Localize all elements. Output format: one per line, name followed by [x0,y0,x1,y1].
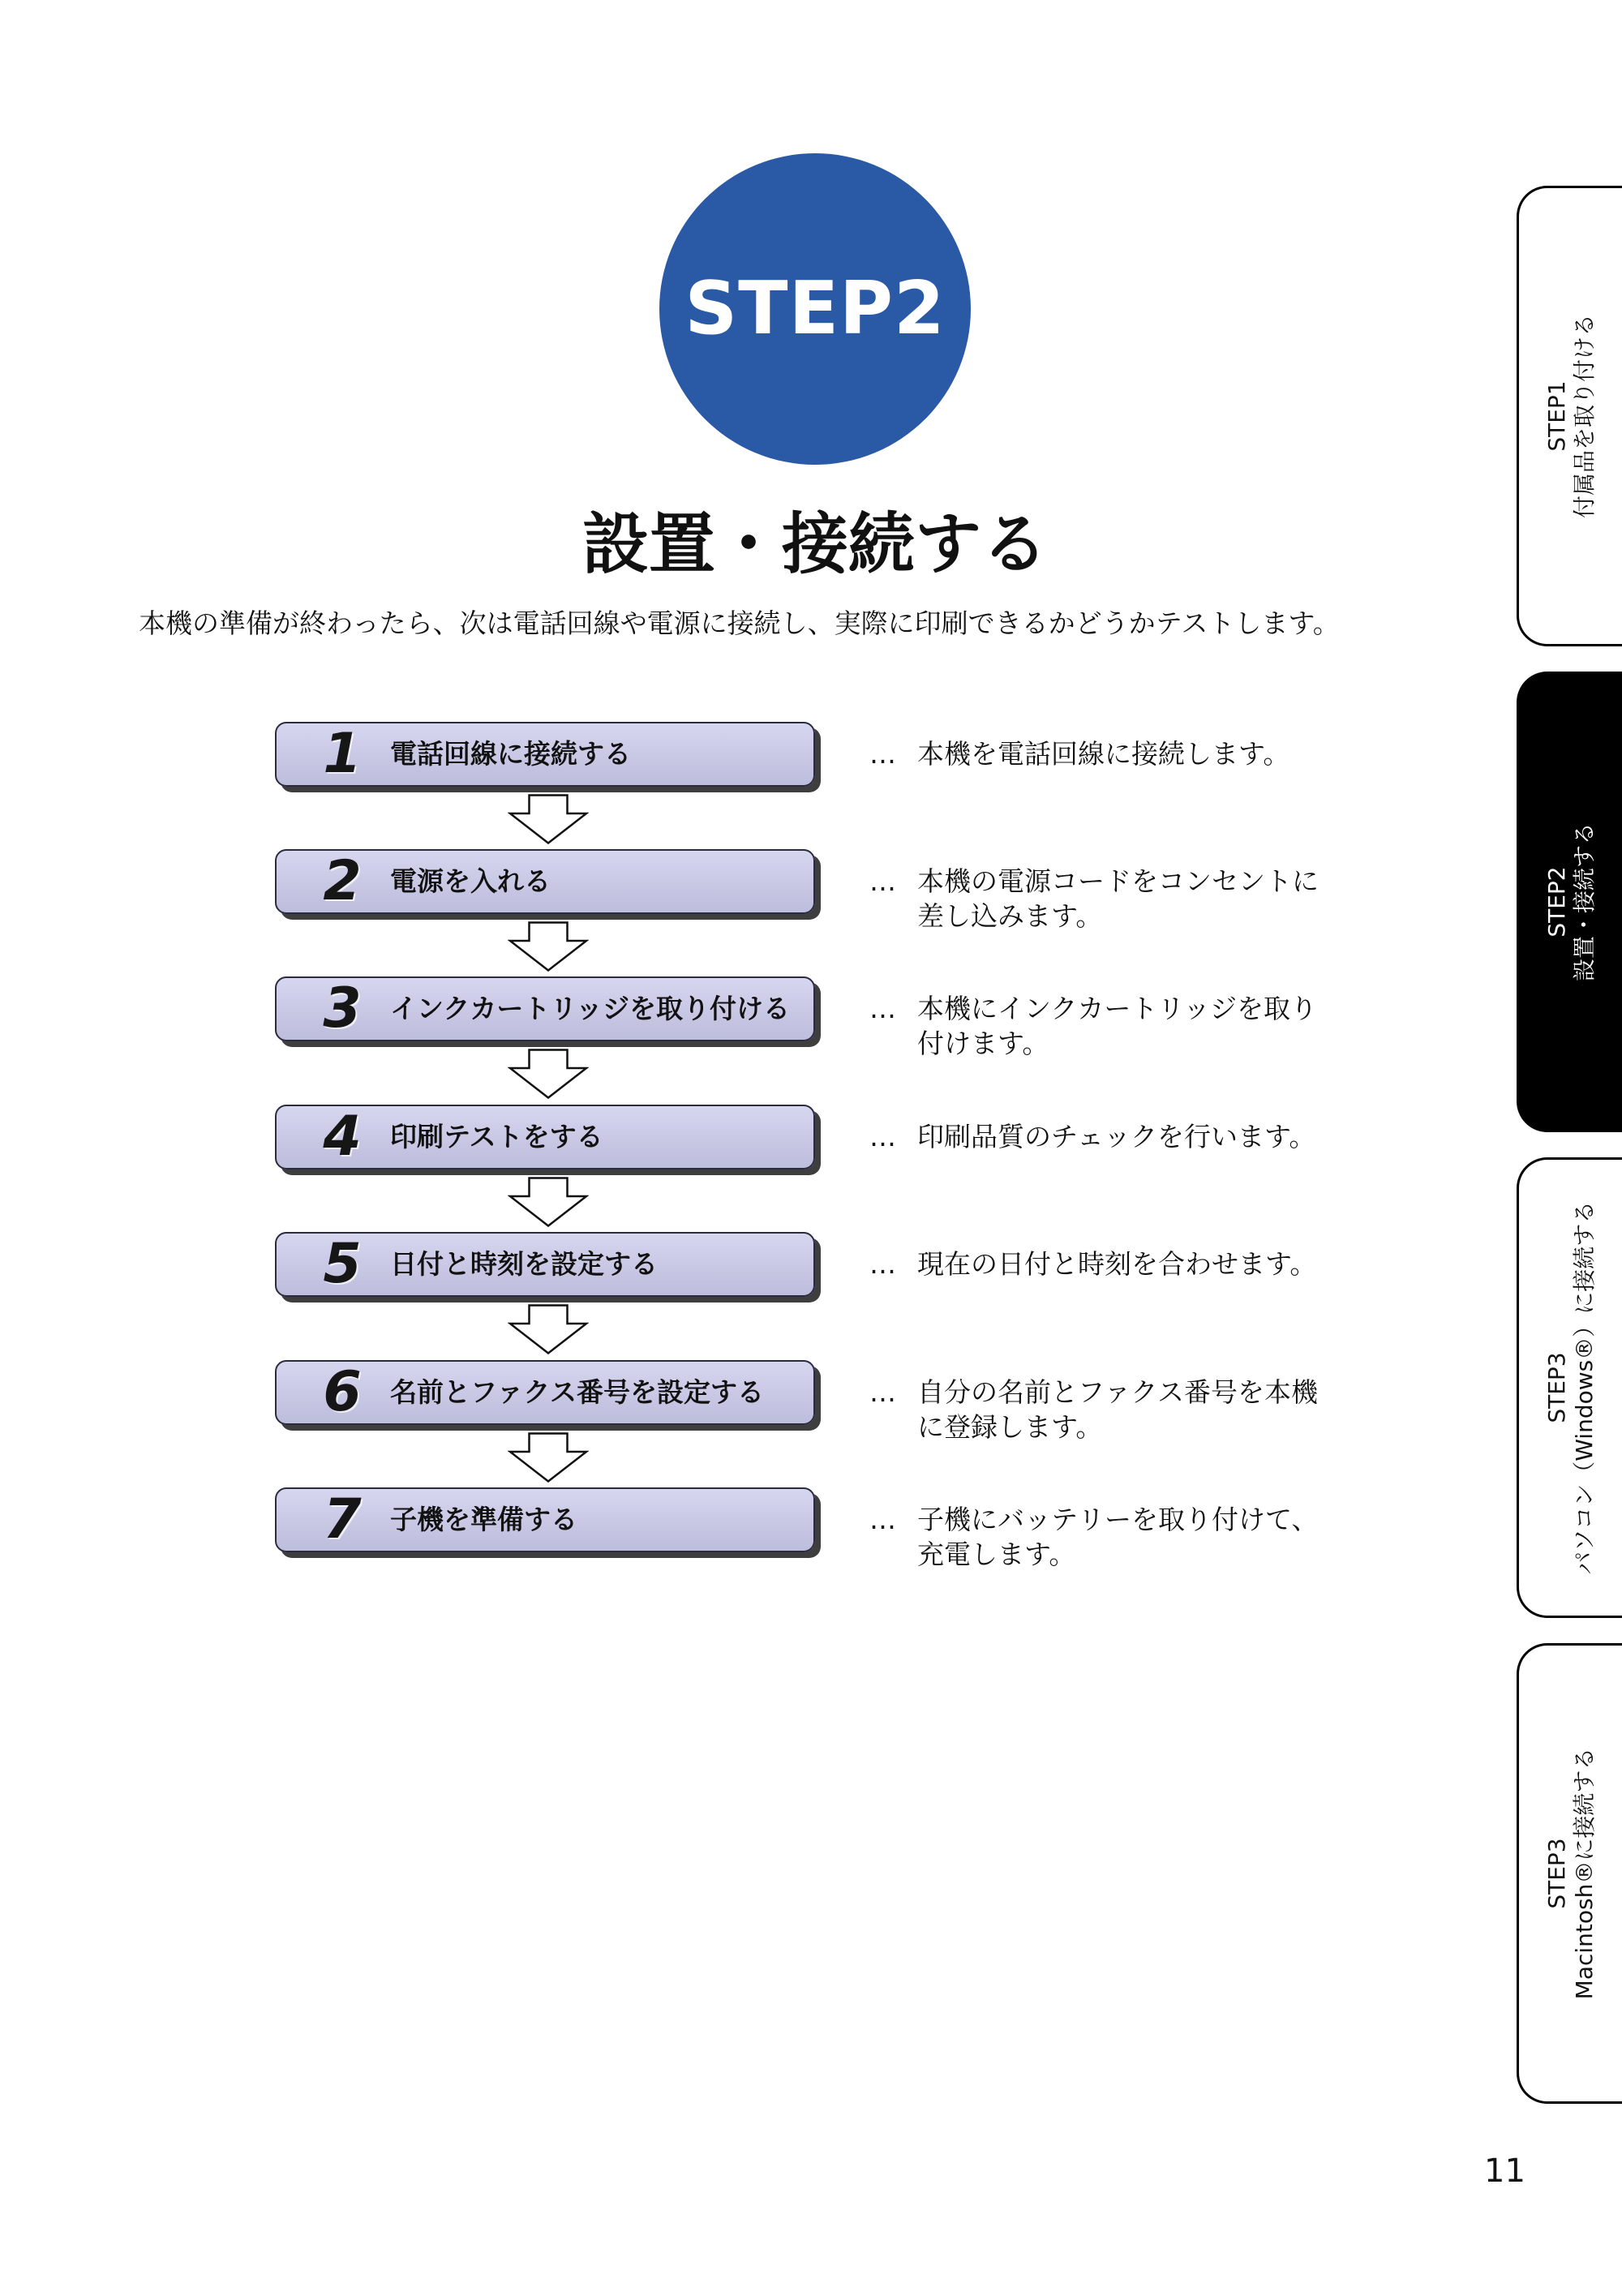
leader-dots: … [869,865,896,897]
step-2-box [275,849,815,914]
down-arrow-icon [508,1177,589,1227]
step-label: 電話回線に接続する [390,738,631,770]
side-tab-title: Macintosh®に接続する [1570,1747,1598,2000]
step-label: インクカートリッジを取り付ける [390,993,791,1024]
description-line: に登録します。 [917,1411,1103,1443]
down-arrow-icon [508,794,589,844]
down-arrow-icon [508,1049,589,1099]
step-label: 日付と時刻を設定する [390,1248,658,1280]
step-number: 3 [323,976,362,1041]
description-text [917,1375,1318,1444]
step-4-box [275,1105,815,1169]
step-number: 2 [323,849,362,913]
side-tab-step3-macintosh [1517,1643,1622,2104]
step-badge [659,153,971,465]
description-text [917,736,1289,771]
side-tab-step: STEP1 [1543,380,1570,452]
leader-dots: … [869,1121,896,1152]
side-tab-title: 設置・接続する [1570,822,1598,982]
description-line: 子機にバッテリーを取り付けて、 [917,1504,1319,1535]
leader-dots: … [869,1248,896,1280]
side-tab-step: STEP3 [1543,1352,1570,1423]
leader-dots: … [869,993,896,1024]
down-arrow-icon [508,1432,589,1483]
down-arrow-icon [508,1304,589,1354]
side-tab-step3-windows [1517,1157,1622,1618]
step-label: 名前とファクス番号を設定する [390,1376,765,1408]
description-line: 本機にインクカートリッジを取り [917,993,1318,1024]
side-tab-step: STEP2 [1543,866,1570,938]
leader-dots: … [869,738,896,770]
side-tab-title: パソコン（Windows®）に接続する [1570,1200,1598,1575]
step-3-box [275,976,815,1041]
down-arrow-icon [508,921,589,972]
description-line: 差し込みます。 [917,900,1103,932]
step-number: 7 [323,1487,362,1551]
description-line: 現在の日付と時刻を合わせます。 [917,1248,1317,1280]
step-number: 1 [323,722,362,786]
step-label: 電源を入れる [390,865,551,897]
step-label: 子機を準備する [390,1504,577,1535]
side-tab-text [1543,1201,1598,1574]
description-line: 自分の名前とファクス番号を本機 [917,1376,1319,1408]
leader-dots: … [869,1376,896,1408]
description-text [917,1119,1315,1154]
side-tab-step: STEP3 [1543,1838,1570,1909]
description-line: 充電します。 [917,1539,1076,1570]
step-badge-label: STEP2 [684,266,946,351]
side-tab-title: 付属品を取り付ける [1570,313,1598,519]
description-line: 印刷品質のチェックを行います。 [917,1121,1316,1152]
leader-dots: … [869,1504,896,1535]
description-text [917,864,1319,933]
side-tab-step2 [1517,672,1622,1132]
side-tab-text [1543,314,1598,518]
description-text [917,1247,1316,1281]
step-1-box [275,722,815,787]
description-line: 本機を電話回線に接続します。 [917,738,1290,770]
step-label: 印刷テストをする [390,1121,603,1152]
description-text [917,1502,1318,1572]
step-7-box [275,1487,815,1552]
side-tab-step1 [1517,186,1622,646]
page-number: 11 [1484,2152,1525,2190]
description-line: 付けます。 [917,1028,1049,1059]
intro-text: 本機の準備が終わったら、次は電話回線や電源に接続し、実際に印刷できるかどうかテストします。 [139,607,1340,639]
side-tab-text [1543,822,1598,981]
step-number: 6 [323,1360,362,1424]
side-tab-text [1543,1748,1598,2000]
step-5-box [275,1232,815,1297]
step-number: 4 [323,1105,362,1169]
step-6-box [275,1360,815,1425]
page-title: 設置・接続する [581,506,1048,583]
step-number: 5 [323,1232,362,1296]
description-text [917,991,1317,1061]
description-line: 本機の電源コードをコンセントに [917,865,1319,897]
